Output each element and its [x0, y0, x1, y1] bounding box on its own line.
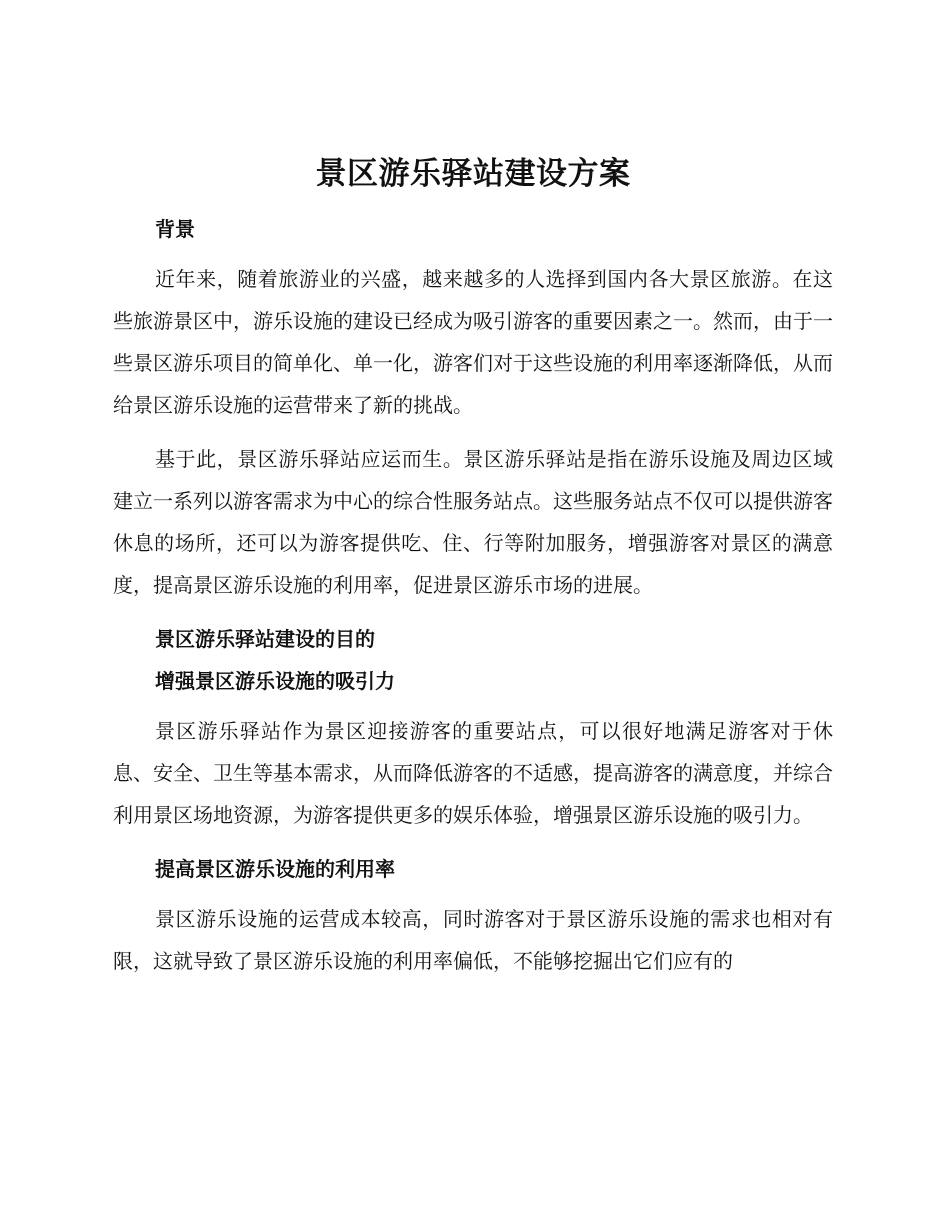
document-body [113, 148, 833, 994]
paragraph: 景区游乐驿站作为景区迎接游客的重要站点，可以很好地满足游客对于休息、安全、卫生等基本需求，从而降低游客的不适感，提高游客的满意度，并综合利用景区场地资源，为游客提供更多的娱乐体验，增强景区游乐设施的吸引力。 [113, 719, 833, 827]
section-heading-purpose: 景区游乐驿站建设的目的 [155, 627, 375, 651]
section-heading-background: 背景 [155, 217, 195, 241]
paragraph: 基于此，景区游乐驿站应运而生。景区游乐驿站是指在游乐设施及周边区域建立一系列以游客需求为中心的综合性服务站点。这些服务站点不仅可以提供游客休息的场所，还可以为游客提供吃、住、行等附加服务，增强游客对景区的满意度，提高景区游乐设施的利用率，促进景区游乐市场的进展。 [113, 447, 833, 597]
subsection-heading-utilization: 提高景区游乐设施的利用率 [155, 857, 395, 881]
document-title: 景区游乐驿站建设方案 [315, 156, 631, 192]
paragraph: 景区游乐设施的运营成本较高，同时游客对于景区游乐设施的需求也相对有限，这就导致了景区游乐设施的利用率偏低，不能够挖掘出它们应有的 [113, 907, 833, 973]
subsection-heading-attraction: 增强景区游乐设施的吸引力 [155, 669, 395, 693]
paragraph: 近年来，随着旅游业的兴盛，越来越多的人选择到国内各大景区旅游。在这些旅游景区中，游乐设施的建设已经成为吸引游客的重要因素之一。然而，由于一些景区游乐项目的简单化、单一化，游客们对于这些设施的利用率逐渐降低，从而给景区游乐设施的运营带来了新的挑战。 [113, 267, 833, 417]
